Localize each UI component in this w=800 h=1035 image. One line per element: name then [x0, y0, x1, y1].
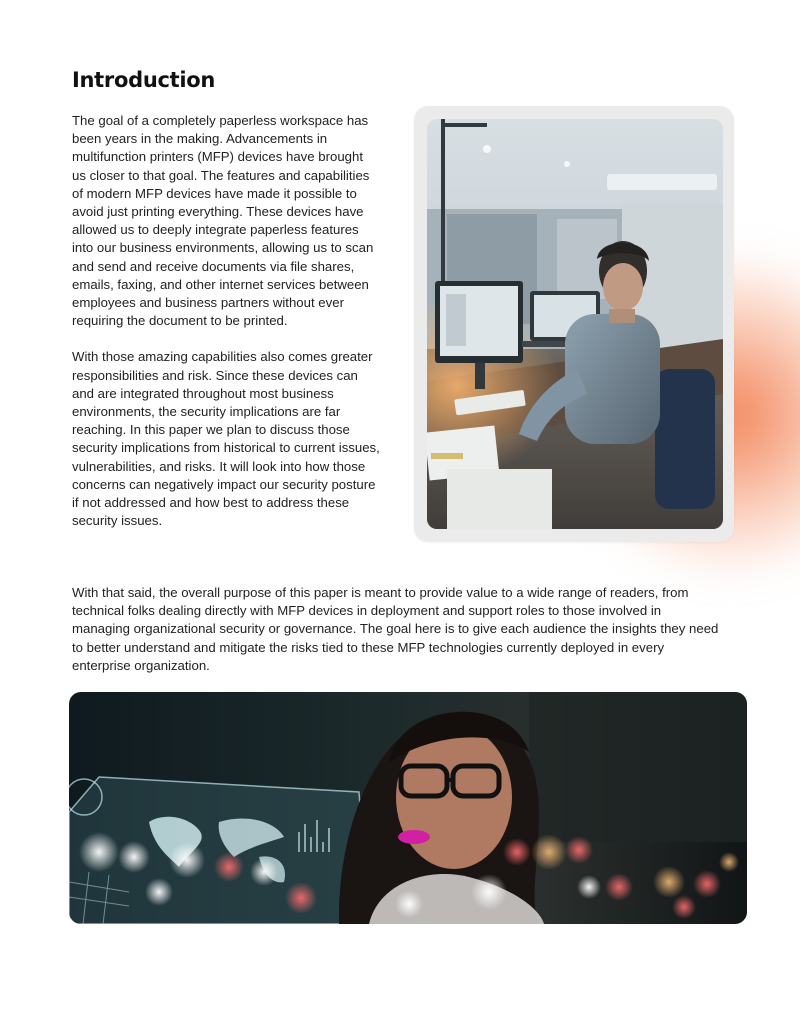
paragraph-3: With that said, the overall purpose of this paper is meant to provide value to a wide range of readers, from technical folks dealing directly with MFP devices in deployment and support roles to those involved in managing organizational security or governance. The goal here is to give each audience the insights they need to better understand and mitigate the risks tied to these MFP technologies currently deployed in every enterprise organization. — [72, 585, 719, 673]
paragraph-2: With those amazing capabilities also comes greater responsibilities and risk. Since these devices can and are integrated throughout most business environments, the security implications are far reaching. In this paper we plan to discuss those security implications from historical to current issues, vulnerabilities, and risks. It will look into how those concerns can negatively impact our security posture if not addressed and how best to address these security issues. — [72, 349, 380, 529]
intro-column — [72, 112, 380, 548]
paragraph-1: The goal of a completely paperless workspace has been years in the making. Advancements in multifunction printers (MFP) devices have brought us closer to that goal. The features and capabilities of modern MFP devices have made it possible to avoid just printing everything. These devices have allowed us to deeply integrate paperless features into our business environments, allowing us to scan and send and receive documents via file shares, emails, faxing, and other internet services between employees and business partners without ever requiring the document to be printed. — [72, 113, 374, 329]
woman-hologram-photo — [69, 692, 747, 924]
office-worker-photo — [427, 119, 723, 529]
section-heading: Introduction — [72, 68, 216, 92]
